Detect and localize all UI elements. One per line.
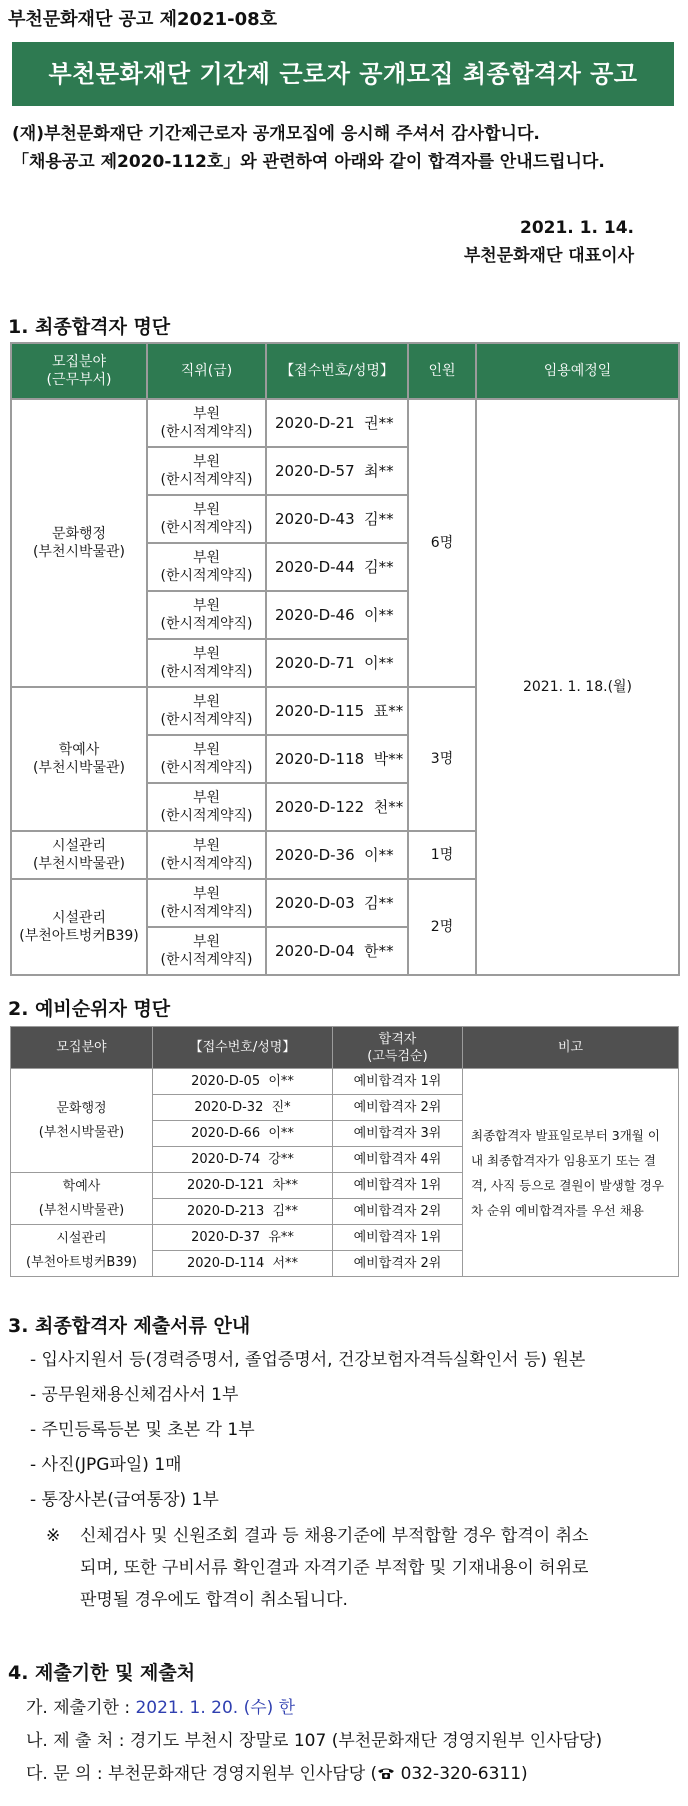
phone-icon — [377, 1759, 395, 1772]
applicant-cell: 2020-D-43 김** — [266, 495, 408, 543]
reserve-applicants-table — [10, 1026, 679, 1277]
position-cell: 부원 (한시적계약직) — [147, 639, 266, 687]
deadline-label: 가. 제출기한 : — [26, 1698, 136, 1718]
field-cell: 문화행정 (부천시박물관) — [11, 1069, 153, 1173]
count-cell: 3명 — [408, 687, 476, 831]
list-item: - 통장사본(급여통장) 1부 — [30, 1490, 219, 1510]
count-cell: 2명 — [408, 879, 476, 975]
count-cell: 6명 — [408, 399, 476, 687]
rank-cell: 예비합격자 4위 — [333, 1147, 463, 1173]
date-block — [8, 214, 678, 270]
header-applicant: 【접수번호/성명】 — [266, 343, 408, 399]
field-cell: 시설관리 (부천아트벙커B39) — [11, 1225, 153, 1277]
section-submission-title: 4. 제출기한 및 제출처 — [8, 1662, 196, 1684]
applicant-cell: 2020-D-213 김** — [153, 1199, 333, 1225]
applicant-cell: 2020-D-36 이** — [266, 831, 408, 879]
field-cell: 문화행정 (부천시박물관) — [11, 399, 147, 687]
list-item: - 주민등록등본 및 초본 각 1부 — [30, 1420, 255, 1440]
rank-cell: 예비합격자 1위 — [333, 1173, 463, 1199]
section-reserve-list-title: 2. 예비순위자 명단 — [8, 998, 171, 1020]
rank-cell: 예비합격자 2위 — [333, 1199, 463, 1225]
applicant-cell: 2020-D-122 천** — [266, 783, 408, 831]
note-mark: ※ — [46, 1526, 61, 1546]
list-item: - 공무원채용신체검사서 1부 — [30, 1385, 239, 1405]
applicant-cell: 2020-D-32 진* — [153, 1095, 333, 1121]
applicant-cell: 2020-D-114 서** — [153, 1251, 333, 1277]
header-remark: 비고 — [463, 1027, 679, 1069]
applicant-cell: 2020-D-71 이** — [266, 639, 408, 687]
header-field: 모집분야 — [11, 1027, 153, 1069]
rank-cell: 예비합격자 1위 — [333, 1069, 463, 1095]
notice-number: 부천문화재단 공고 제2021-08호 — [8, 9, 278, 30]
header-rank: 합격자 (고득검순) — [333, 1027, 463, 1069]
applicant-cell: 2020-D-21 권** — [266, 399, 408, 447]
note-line-3: 판명될 경우에도 합격이 취소됩니다. — [80, 1590, 348, 1610]
contact-close: ) — [521, 1764, 528, 1784]
applicant-cell: 2020-D-66 이** — [153, 1121, 333, 1147]
header-field: 모집분야 (근무부서) — [11, 343, 147, 399]
section-final-list-title: 1. 최종합격자 명단 — [8, 316, 171, 338]
applicant-cell: 2020-D-74 강** — [153, 1147, 333, 1173]
applicant-cell: 2020-D-44 김** — [266, 543, 408, 591]
deadline-row — [26, 1692, 678, 1725]
applicant-cell: 2020-D-37 유** — [153, 1225, 333, 1251]
table-row — [11, 399, 679, 447]
list-item: - 입사지원서 등(경력증명서, 졸업증명서, 건강보험자격득실확인서 등) 원본 — [30, 1350, 586, 1370]
table-row — [11, 1069, 679, 1095]
applicant-cell: 2020-D-05 이** — [153, 1069, 333, 1095]
table-header-row — [11, 343, 679, 399]
position-cell: 부원 (한시적계약직) — [147, 591, 266, 639]
position-cell: 부원 (한시적계약직) — [147, 783, 266, 831]
field-cell: 시설관리 (부천아트벙커B39) — [11, 879, 147, 975]
intro-line-1: (재)부천문화재단 기간제근로자 공개모집에 응시해 주셔서 감사합니다. — [12, 124, 540, 144]
final-applicants-body — [11, 399, 679, 975]
section-documents-title: 3. 최종합격자 제출서류 안내 — [8, 1315, 251, 1337]
applicant-cell: 2020-D-04 한** — [266, 927, 408, 975]
applicant-cell: 2020-D-46 이** — [266, 591, 408, 639]
header-applicant: 【접수번호/성명】 — [153, 1027, 333, 1069]
header-start-date: 임용예정일 — [476, 343, 679, 399]
remark-cell: 최종합격자 발표일로부터 3개월 이내 최종합격자가 임용포기 또는 결격, 사직 등으로 결원이 발생할 경우 차 순위 예비합격자를 우선 채용 — [463, 1069, 679, 1277]
header-count: 인원 — [408, 343, 476, 399]
intro-line-2: 「채용공고 제2020-112호」와 관련하여 아래와 같이 합격자를 안내드립니다. — [12, 152, 605, 172]
place-row — [26, 1725, 678, 1758]
place-label: 나. 제 출 처 : — [26, 1731, 130, 1751]
rank-cell: 예비합격자 1위 — [333, 1225, 463, 1251]
start-date-cell: 2021. 1. 18.(월) — [476, 399, 679, 975]
issuer: 부천문화재단 대표이사 — [463, 246, 634, 266]
rank-cell: 예비합격자 2위 — [333, 1095, 463, 1121]
position-cell: 부원 (한시적계약직) — [147, 831, 266, 879]
reserve-applicants-body — [11, 1069, 679, 1277]
table-header-row — [11, 1027, 679, 1069]
contact-label: 다. 문 의 : — [26, 1764, 109, 1784]
applicant-cell: 2020-D-121 차** — [153, 1173, 333, 1199]
page-title: 부천문화재단 기간제 근로자 공개모집 최종합격자 공고 — [12, 42, 674, 106]
position-cell: 부원 (한시적계약직) — [147, 927, 266, 975]
field-cell: 학예사 (부천시박물관) — [11, 1173, 153, 1225]
note-line-2: 되며, 또한 구비서류 확인결과 자격기준 부적합 및 기재내용이 허위로 — [80, 1558, 589, 1578]
place-value: 경기도 부천시 장말로 107 (부천문화재단 경영지원부 인사담당) — [129, 1731, 603, 1751]
position-cell: 부원 (한시적계약직) — [147, 687, 266, 735]
position-cell: 부원 (한시적계약직) — [147, 543, 266, 591]
rank-cell: 예비합격자 3위 — [333, 1121, 463, 1147]
applicant-cell: 2020-D-57 최** — [266, 447, 408, 495]
notice-date: 2021. 1. 14. — [519, 218, 634, 238]
field-cell: 시설관리 (부천시박물관) — [11, 831, 147, 879]
applicant-cell: 2020-D-115 표** — [266, 687, 408, 735]
position-cell: 부원 (한시적계약직) — [147, 399, 266, 447]
rank-cell: 예비합격자 2위 — [333, 1251, 463, 1277]
document-list — [8, 1343, 678, 1518]
header-position: 직위(급) — [147, 343, 266, 399]
field-cell: 학예사 (부천시박물관) — [11, 687, 147, 831]
note-line-1: 신체검사 및 신원조회 결과 등 채용기준에 부적합할 경우 합격이 취소 — [80, 1526, 589, 1546]
contact-phone: 032-320-6311 — [400, 1764, 522, 1784]
contact-value: 부천문화재단 경영지원부 인사담당 ( — [108, 1764, 378, 1784]
position-cell: 부원 (한시적계약직) — [147, 447, 266, 495]
intro-text — [8, 120, 678, 176]
cancellation-note — [8, 1520, 678, 1616]
submission-info — [8, 1692, 678, 1791]
position-cell: 부원 (한시적계약직) — [147, 879, 266, 927]
applicant-cell: 2020-D-118 박** — [266, 735, 408, 783]
applicant-cell: 2020-D-03 김** — [266, 879, 408, 927]
contact-row — [26, 1758, 678, 1791]
position-cell: 부원 (한시적계약직) — [147, 735, 266, 783]
deadline-value: 2021. 1. 20. (수) 한 — [135, 1698, 296, 1718]
final-applicants-table — [10, 342, 680, 976]
count-cell: 1명 — [408, 831, 476, 879]
list-item: - 사진(JPG파일) 1매 — [30, 1455, 182, 1475]
position-cell: 부원 (한시적계약직) — [147, 495, 266, 543]
